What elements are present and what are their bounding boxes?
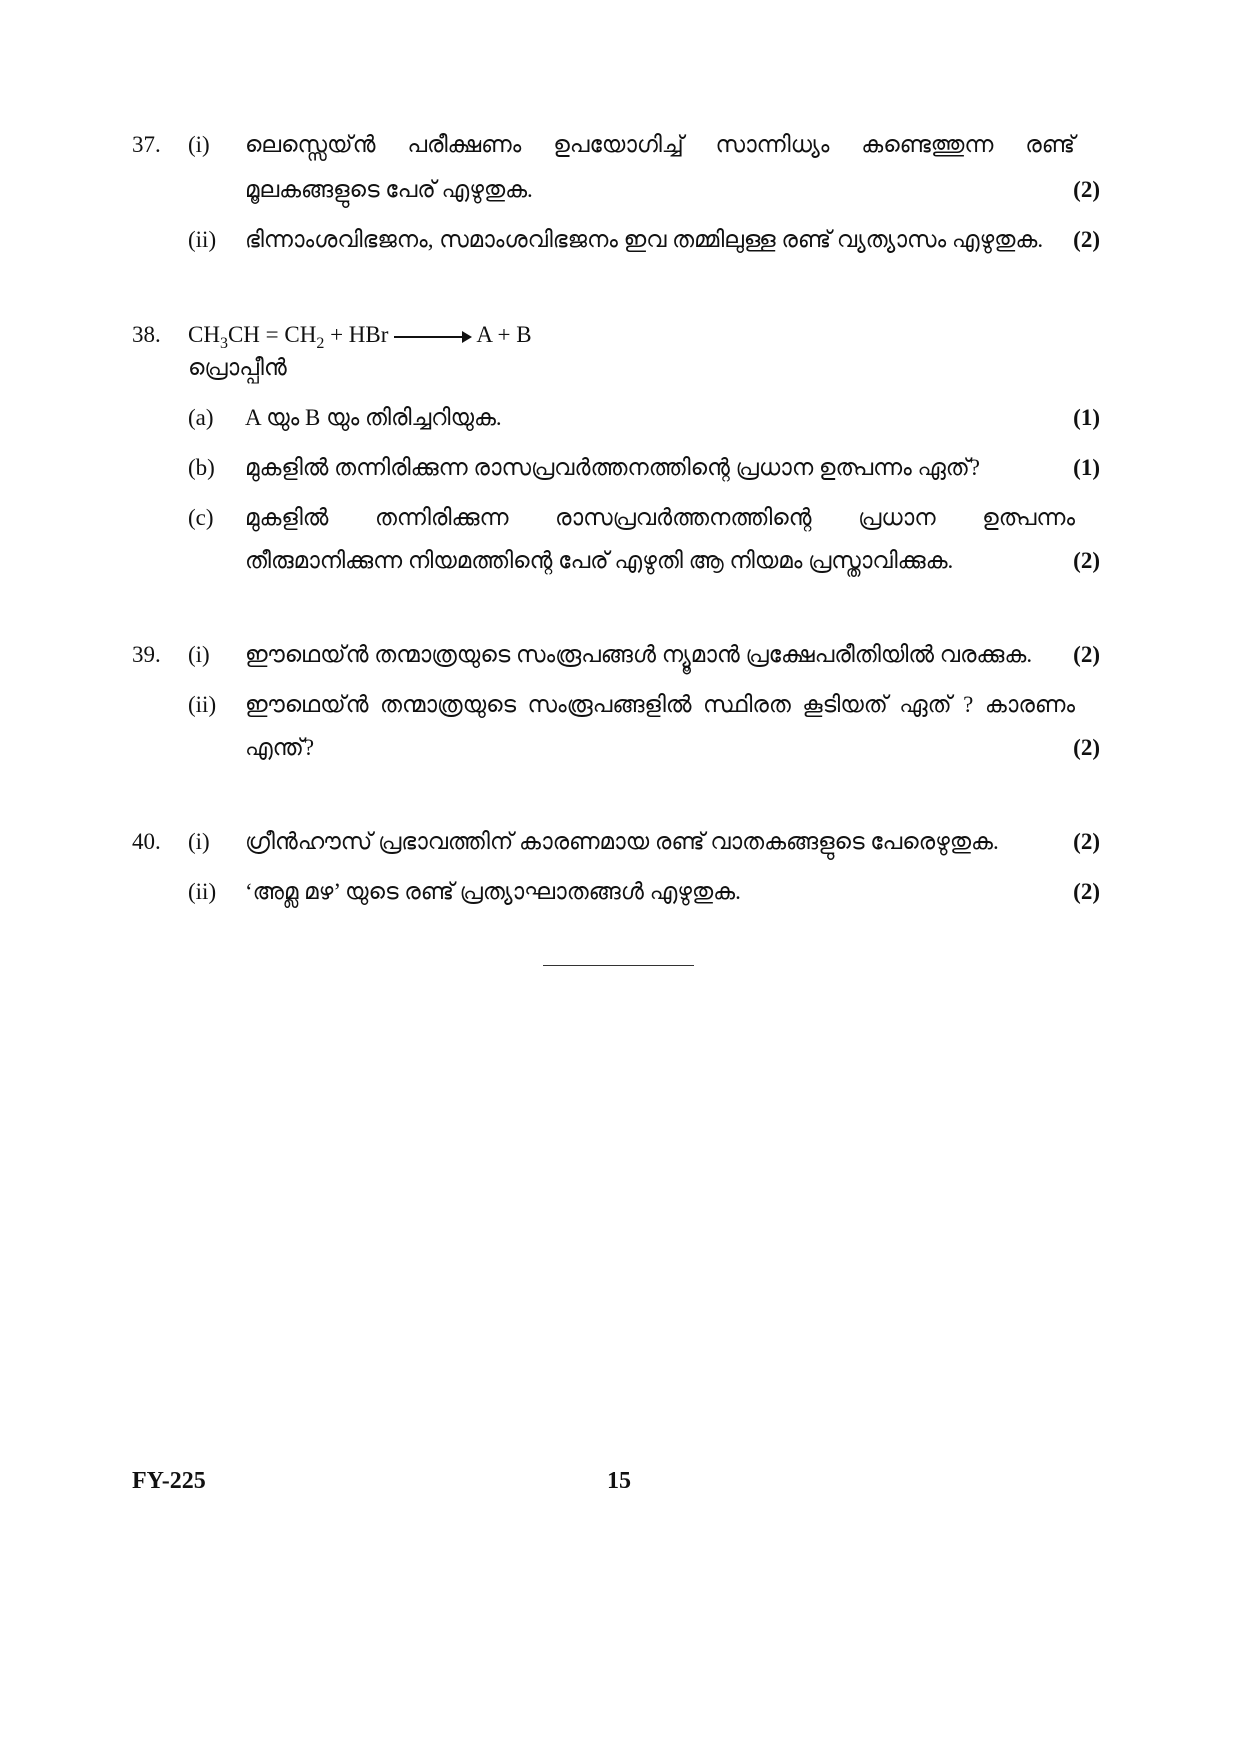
marks: (1) — [1073, 455, 1100, 480]
end-divider — [543, 965, 694, 966]
eq-part: CH = CH — [227, 322, 317, 347]
marks: (2) — [1073, 177, 1100, 202]
question-text: ഈഥെയ്ൻ തന്മാത്രയുടെ സംരൂപങ്ങൾ ന്യൂമാൻ പ്രക്ഷേപരീതിയിൽ വരക്കുക. — [245, 642, 1033, 667]
subpart-label: (c) — [188, 505, 214, 530]
subpart-label: (b) — [188, 455, 215, 480]
question-text: ഭിന്നാംശവിഭജനം, സമാംശവിഭജനം ഇവ തമ്മിലുള്ള രണ്ട് വ്യത്യാസം എഴുതുക. — [245, 227, 1044, 252]
reactant-name: പ്രൊപ്പീൻ — [188, 355, 287, 380]
subpart-label: (a) — [188, 405, 214, 430]
marks: (2) — [1073, 227, 1100, 252]
eq-subscript: 2 — [316, 335, 325, 352]
subpart-label: (ii) — [188, 879, 217, 904]
paper-code: FY-225 — [132, 1468, 206, 1494]
page-number: 15 — [607, 1468, 631, 1494]
question-number: 37. — [132, 132, 161, 157]
marks: (2) — [1073, 642, 1100, 667]
eq-subscript: 3 — [219, 335, 228, 352]
marks: (2) — [1073, 548, 1100, 573]
question-text: ഗ്രീൻഹൗസ് പ്രഭാവത്തിന് കാരണമായ രണ്ട് വാതകങ്ങളുടെ പേരെഴുതുക. — [245, 829, 999, 854]
subpart-label: (ii) — [188, 692, 217, 717]
subpart-label: (i) — [188, 642, 210, 667]
question-text: ‘അമ്ല മഴ’ യുടെ രണ്ട് പ്രത്യാഘാതങ്ങൾ എഴുതുക. — [245, 879, 741, 904]
eq-part: + HBr — [324, 322, 389, 347]
question-text: മുകളിൽ തന്നിരിക്കുന്ന രാസപ്രവർത്തനത്തിന്റെ പ്രധാന ഉത്പന്നം ഏത്? — [245, 455, 981, 480]
question-text: എന്ത്? — [245, 735, 315, 760]
marks: (2) — [1073, 735, 1100, 760]
question-text: തീരുമാനിക്കുന്ന നിയമത്തിന്റെ പേര് എഴുതി ആ നിയമം പ്രസ്താവിക്കുക. — [245, 548, 954, 573]
question-number: 39. — [132, 642, 161, 667]
subpart-label: (i) — [188, 829, 210, 854]
question-text: മുകളിൽ തന്നിരിക്കുന്ന രാസപ്രവർത്തനത്തിന്റെ പ്രധാന ഉത്പന്നം — [245, 505, 1075, 530]
question-text: മൂലകങ്ങളുടെ പേര് എഴുതുക. — [245, 177, 533, 202]
eq-product: A + B — [476, 322, 532, 347]
marks: (1) — [1073, 405, 1100, 430]
question-number: 40. — [132, 829, 161, 854]
reaction-arrow-icon — [394, 336, 470, 338]
question-text: ഈഥെയ്ൻ തന്മാത്രയുടെ സംരൂപങ്ങളിൽ സ്ഥിരത കൂടിയത് ഏത് ? കാരണം — [245, 692, 1075, 717]
eq-part: CH — [188, 322, 220, 347]
question-number: 38. — [132, 322, 161, 347]
question-text: A യും B യും തിരിച്ചറിയുക. — [245, 405, 502, 430]
subpart-label: (i) — [188, 132, 210, 157]
subpart-label: (ii) — [188, 227, 217, 252]
question-text: ലെസ്സെയ്ൻ പരീക്ഷണം ഉപയോഗിച്ച് സാന്നിധ്യം കണ്ടെത്തുന്ന രണ്ട് — [245, 132, 1075, 157]
marks: (2) — [1073, 879, 1100, 904]
marks: (2) — [1073, 829, 1100, 854]
